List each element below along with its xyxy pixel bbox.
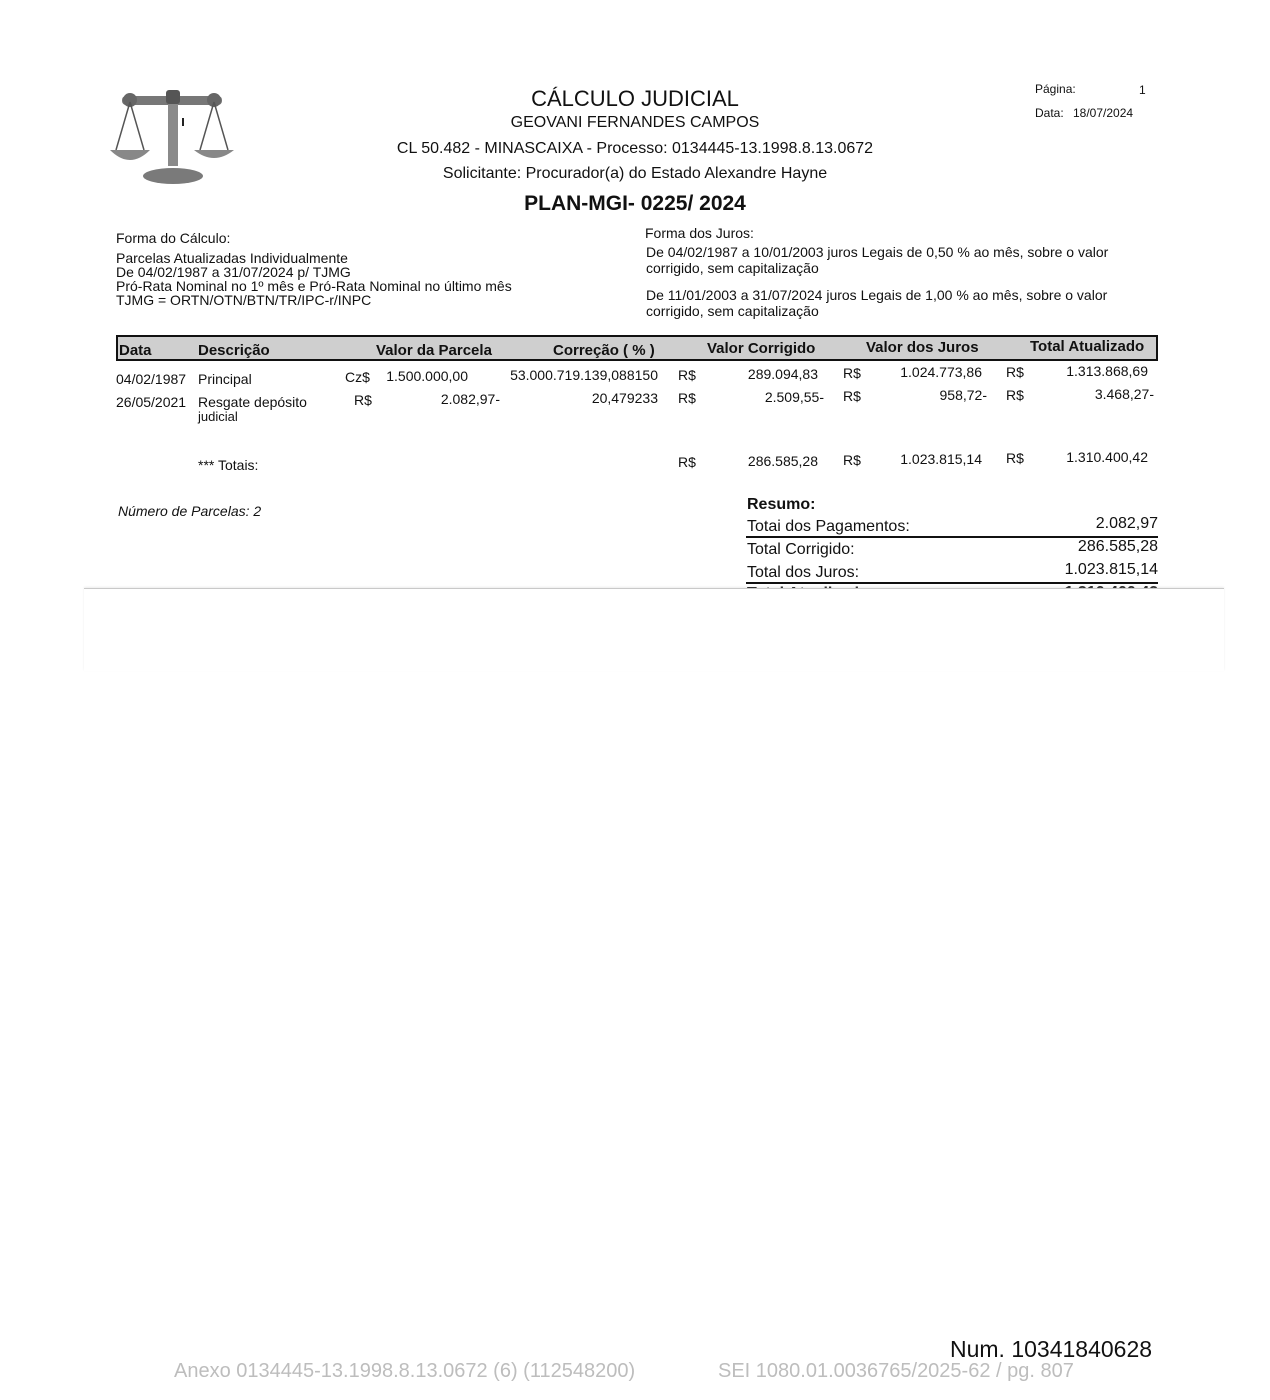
col-header-total-atualizado: Total Atualizado [1030, 338, 1145, 355]
forma-calculo-line: De 04/02/1987 a 31/07/2024 p/ TJMG [116, 264, 351, 280]
juros-period-1: De 04/02/1987 a 10/01/2003 juros Legais de 0,50 % ao mês, sobre o valor [646, 244, 1109, 260]
cell-currency: R$ [354, 392, 372, 408]
cell-valor-juros: 1.024.773,86 [900, 364, 982, 380]
total-valor-juros: 1.023.815,14 [900, 451, 982, 467]
resumo-label: Totai dos Pagamentos: [747, 518, 910, 535]
cell-total-atualizado: 1.313.868,69 [1066, 363, 1148, 379]
cell-description: Resgate depósito [198, 394, 307, 410]
col-header-valor-parcela: Valor da Parcela [376, 342, 492, 359]
cell-currency: R$ [843, 365, 861, 381]
col-header-valor-corrigido: Valor Corrigido [707, 340, 816, 357]
sei-reference: SEI 1080.01.0036765/2025-62 / pg. 807 [718, 1360, 1074, 1382]
page-number: 1 [1139, 83, 1146, 97]
cell-currency: R$ [843, 452, 861, 468]
col-header-descricao: Descrição [198, 342, 270, 359]
cell-total-atualizado: 3.468,27- [1094, 386, 1154, 402]
resumo-divider [746, 582, 1158, 584]
cell-correcao: 53.000.719.139,088150 [510, 367, 658, 383]
cell-currency: R$ [678, 390, 696, 406]
total-valor-corrigido: 286.585,28 [747, 453, 818, 469]
process-line: CL 50.482 - MINASCAIXA - Processo: 0134445-13.1998.8.13.0672 [396, 140, 874, 157]
person-name: GEOVANI FERNANDES CAMPOS [510, 114, 760, 131]
date-value: 18/07/2024 [1073, 106, 1134, 120]
forma-calculo-line: Pró-Rata Nominal no 1º mês e Pró-Rata Nominal no último mês [116, 278, 512, 294]
cell-currency: R$ [1006, 450, 1024, 466]
resumo-value: 1.023.815,14 [1064, 561, 1158, 578]
forma-juros-label: Forma dos Juros: [645, 225, 754, 241]
juros-period-2-cont: corrigido, sem capitalização [646, 303, 819, 319]
cell-currency: R$ [1006, 364, 1024, 380]
col-header-correcao: Correção ( % ) [553, 342, 655, 359]
forma-calculo-line: Parcelas Atualizadas Individualmente [116, 250, 348, 266]
cell-valor-juros: 958,72- [939, 387, 987, 403]
date-label: Data: [1035, 106, 1064, 120]
cell-valor-corrigido: 2.509,55- [764, 389, 824, 405]
cell-description: Principal [198, 371, 252, 387]
requester-line: Solicitante: Procurador(a) do Estado Alexandre Hayne [442, 165, 828, 182]
page-label: Página: [1035, 82, 1076, 96]
resumo-value: 2.082,97 [1095, 515, 1158, 532]
forma-calculo-line: TJMG = ORTN/OTN/BTN/TR/IPC-r/INPC [116, 292, 372, 308]
juros-period-1-cont: corrigido, sem capitalização [646, 260, 819, 276]
plan-number: PLAN-MGI- 0225/ 2024 [524, 192, 746, 215]
total-atualizado: 1.310.400,42 [1066, 449, 1148, 465]
cell-valor-parcela: 2.082,97- [440, 391, 500, 407]
col-header-valor-juros: Valor dos Juros [866, 339, 979, 356]
cell-valor-corrigido: 289.094,83 [747, 366, 818, 382]
resumo-label: Total dos Juros: [747, 564, 860, 581]
cell-currency: R$ [678, 367, 696, 383]
cell-valor-parcela: 1.500.000,00 [386, 368, 468, 384]
cell-currency: R$ [1006, 387, 1024, 403]
scan-paper-overlay [84, 588, 1224, 671]
cell-currency: R$ [678, 454, 696, 470]
resumo-label: Total Corrigido: [747, 541, 855, 558]
cell-date: 26/05/2021 [116, 394, 187, 410]
document-number: Num. 10341840628 [950, 1336, 1153, 1362]
juros-period-2: De 11/01/2003 a 31/07/2024 juros Legais de 1,00 % ao mês, sobre o valor [646, 287, 1108, 303]
cell-currency: Cz$ [345, 369, 370, 385]
forma-calculo-label: Forma do Cálculo: [116, 230, 231, 246]
resumo-title: Resumo: [747, 496, 816, 513]
cell-date: 04/02/1987 [116, 371, 187, 387]
annex-reference: Anexo 0134445-13.1998.8.13.0672 (6) (112548200) [174, 1360, 636, 1382]
cell-currency: R$ [843, 388, 861, 404]
numero-parcelas: Número de Parcelas: 2 [118, 503, 262, 519]
document-title: CÁLCULO JUDICIAL [531, 86, 739, 111]
resumo-value: 286.585,28 [1077, 538, 1158, 555]
totals-label: *** Totais: [198, 457, 259, 473]
cell-correcao: 20,479233 [591, 390, 658, 406]
cell-description-cont: judicial [198, 409, 238, 424]
col-header-data: Data [119, 342, 152, 359]
